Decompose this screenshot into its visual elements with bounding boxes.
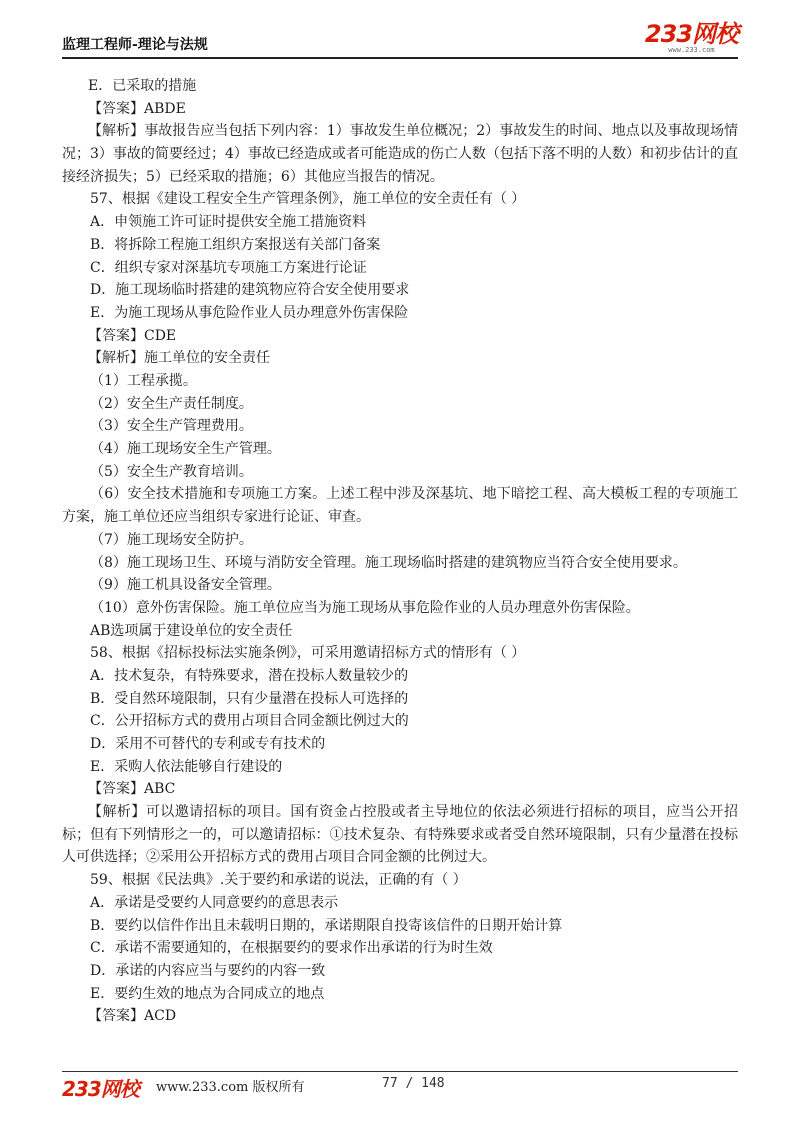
q58-option-c: C．公开招标方式的费用占项目合同金额比例过大的 [90,713,409,730]
answer-prev: 【答案】ABDE [88,100,186,117]
document-body [62,75,738,1028]
analysis-prev: 【解析】事故报告应当包括下列内容：1）事故发生单位概况；2）事故发生的时间、地点以及事故现场情况；3）事故的简要经过；4）事故已经造成或者可能造成的伤亡人数（包括下落不明的人数）和初步估计的直接经济损失；5）已经采取的措施；6）其他应当报告的情况。 [62,123,738,185]
footer-logo: 233网校 [62,1077,139,1101]
header-title: 监理工程师-理论与法规 [62,37,208,53]
q59-answer: 【答案】ACD [88,1008,177,1025]
q57-note: AB选项属于建设单位的安全责任 [90,622,293,639]
q57-item-1: （1）工程承揽。 [90,372,197,389]
q58-analysis: 【解析】可以邀请招标的项目。国有资金占控股或者主导地位的依法必须进行招标的项目，应当公开招标；但有下列情形之一的，可以邀请招标：①技术复杂、有特殊要求或者受自然环境限制，只有少量潜在投标人可供选择；②采用公开招标方式的费用占项目合同金额的比例过大。 [62,804,738,866]
q59-stem: 59、根据《民法典》.关于要约和承诺的说法，正确的有（ ） [90,872,467,889]
q57-item-6: （6）安全技术措施和专项施工方案。上述工程中涉及深基坑、地下暗挖工程、高大模板工程的专项施工方案，施工单位还应当组织专家进行论证、审查。 [62,486,738,526]
q57-item-4: （4）施工现场安全生产管理。 [90,441,281,458]
q57-answer: 【答案】CDE [88,327,177,344]
q58-option-b: B．受自然环境限制，只有少量潜在投标人可选择的 [90,690,409,707]
q57-option-a: A．申领施工许可证时提供安全施工措施资料 [90,214,367,231]
q57-option-b: B．将拆除工程施工组织方案报送有关部门备案 [90,236,381,253]
q58-stem: 58、根据《招标投标法实施条例》，可采用邀请招标方式的情形有（ ） [90,645,526,662]
q57-item-10: （10）意外伤害保险。施工单位应当为施工现场从事危险作业的人员办理意外伤害保险。 [90,599,640,616]
logo-text: 233网校 [644,20,738,48]
brand-logo [645,22,738,54]
option-e-prev: E．已采取的措施 [88,78,197,94]
q57-item-5: （5）安全生产教育培训。 [90,463,253,480]
q58-option-e: E．采购人依法能够自行建设的 [90,758,283,775]
q57-analysis-title: 【解析】施工单位的安全责任 [88,350,270,367]
header-divider [62,57,738,59]
q57-item-8: （8）施工现场卫生、环境与消防安全管理。施工现场临时搭建的建筑物应当符合安全使用要求。 [90,554,687,571]
page-footer [62,1073,738,1101]
q57-item-9: （9）施工机具设备安全管理。 [90,577,281,594]
footer-site: www.233.com 版权所有 [156,1080,305,1095]
footer-divider [62,1071,738,1072]
q57-item-3: （3）安全生产管理费用。 [90,418,253,435]
q58-option-a: A．技术复杂，有特殊要求，潜在投标人数量较少的 [90,667,409,684]
logo-subtext: www.233.com [668,46,715,54]
q59-option-b: B．要约以信件作出且未载明日期的，承诺期限自投寄该信件的日期开始计算 [90,917,563,934]
q57-option-e: E．为施工现场从事危险作业人员办理意外伤害保险 [90,304,409,321]
q57-option-d: D．施工现场临时搭建的建筑物应符合安全使用要求 [90,282,410,299]
page-header [62,20,738,56]
q57-item-2: （2）安全生产责任制度。 [90,395,253,412]
q57-option-c: C．组织专家对深基坑专项施工方案进行论证 [90,259,367,276]
q57-item-7: （7）施工现场安全防护。 [90,531,253,548]
q59-option-e: E．要约生效的地点为合同成立的地点 [90,985,325,1002]
page-number: 77 / 148 [382,1076,445,1091]
q59-option-c: C．承诺不需要通知的，在根据要约的要求作出承诺的行为时生效 [90,940,493,957]
q58-answer: 【答案】ABC [88,781,176,798]
q58-option-d: D．采用不可替代的专利或专有技术的 [90,736,326,753]
q59-option-a: A．承诺是受要约人同意要约的意思表示 [90,894,339,911]
q57-stem: 57、根据《建设工程安全生产管理条例》，施工单位的安全责任有（ ） [90,191,526,208]
q59-option-d: D．承诺的内容应当与要约的内容一致 [90,962,326,979]
